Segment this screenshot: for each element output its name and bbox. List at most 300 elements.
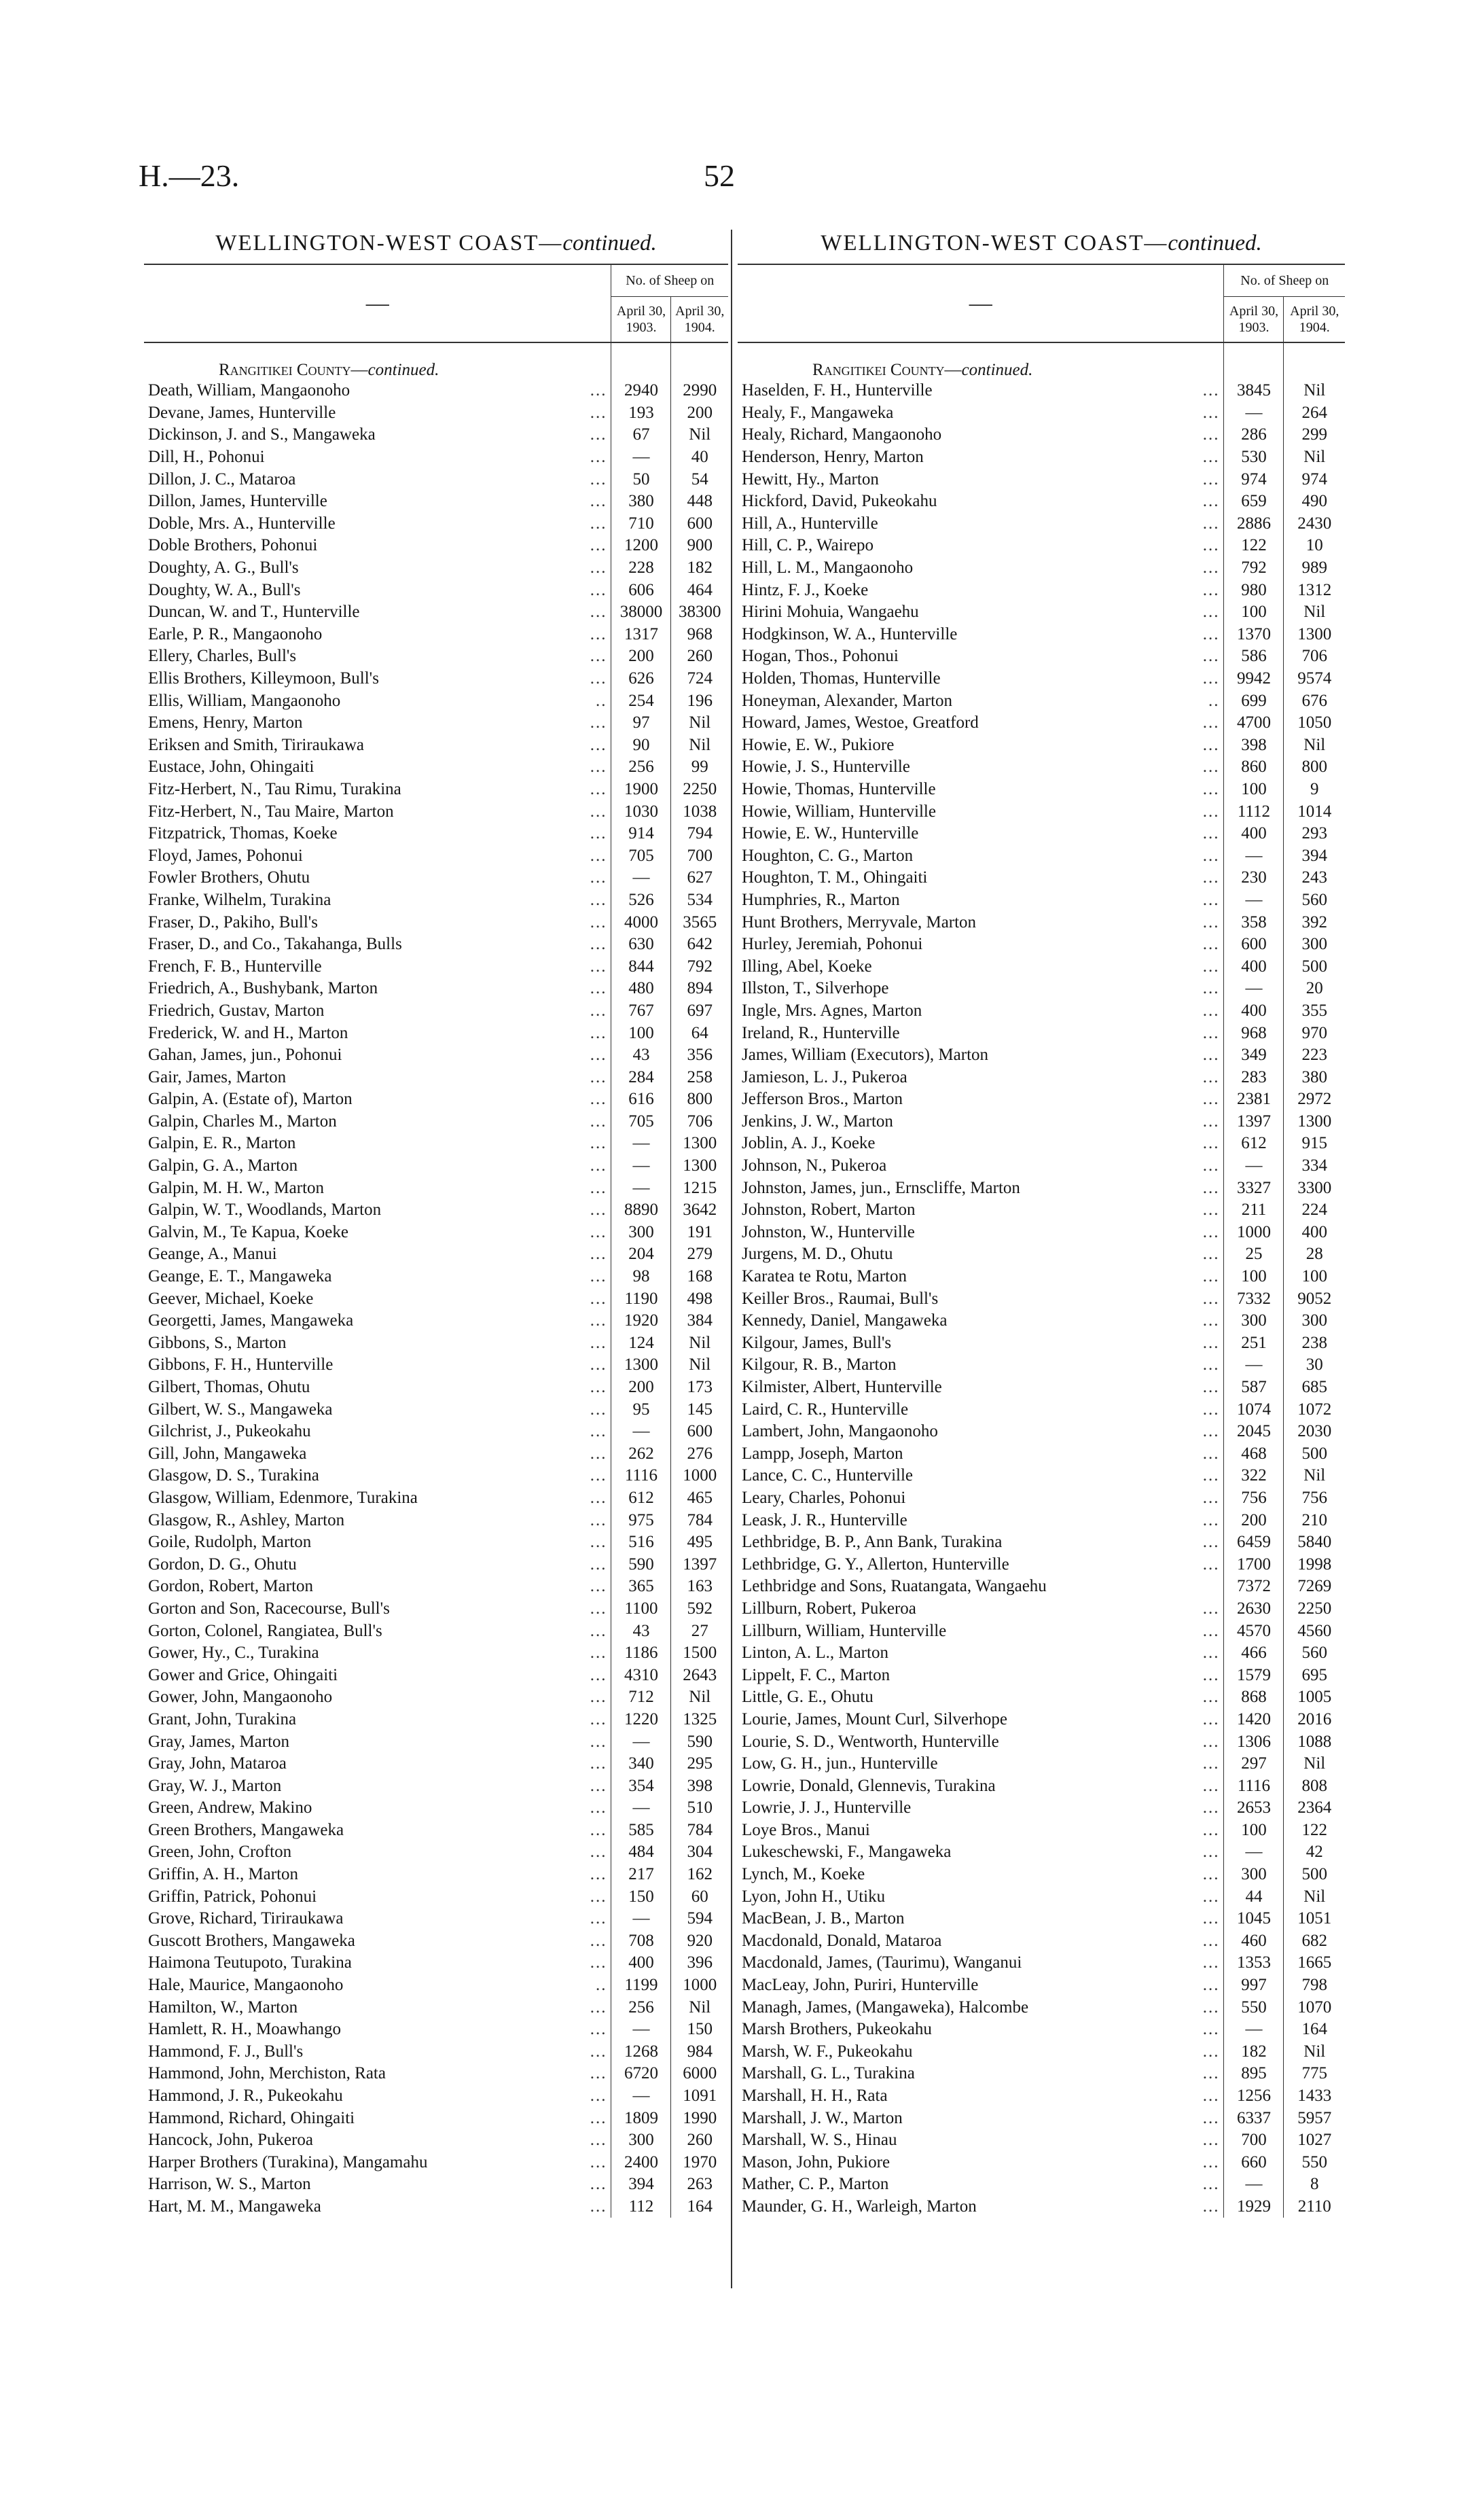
- owner-name: Howard, James, Westoe, Greatford: [742, 713, 979, 732]
- sheep-1904: 1397: [671, 1553, 728, 1576]
- sheep-1903: 100: [1224, 1266, 1284, 1288]
- sheep-1904: 54: [671, 468, 728, 491]
- sheep-1904: 355: [1284, 1000, 1345, 1023]
- sheep-1903: 230: [1224, 867, 1284, 889]
- leader-dots: ...: [1202, 1134, 1220, 1153]
- sheep-1903: 1112: [1224, 800, 1284, 823]
- sheep-1904: 295: [671, 1753, 728, 1775]
- leader-dots: ...: [590, 1023, 607, 1042]
- leader-dots: ...: [590, 536, 607, 555]
- leader-dots: ...: [590, 1998, 607, 2017]
- sheep-1904: 9574: [1284, 668, 1345, 690]
- sheep-1903: 586: [1224, 645, 1284, 668]
- table-row: [144, 779, 728, 801]
- sheep-1903: 204: [611, 1243, 671, 1266]
- table-row: [144, 1664, 728, 1686]
- leader-dots: ...: [1202, 868, 1220, 887]
- leader-dots: ...: [590, 735, 607, 754]
- sheep-1903: 67: [611, 424, 671, 446]
- sheep-1904: 989: [1284, 557, 1345, 580]
- sheep-1903: 254: [611, 690, 671, 712]
- sheep-1903: 4000: [611, 911, 671, 934]
- sheep-1904: 9: [1284, 779, 1345, 801]
- sheep-1903: 516: [611, 1531, 671, 1554]
- sheep-1904: 465: [671, 1487, 728, 1510]
- leader-dots: ...: [590, 824, 607, 843]
- table-row: [738, 1354, 1345, 1377]
- owner-name: Maunder, G. H., Warleigh, Marton: [742, 2197, 977, 2216]
- table-row: [144, 734, 728, 757]
- owner-name: Marshall, H. H., Rata: [742, 2087, 888, 2106]
- leader-dots: ...: [590, 1378, 607, 1397]
- sheep-1903: 587: [1224, 1377, 1284, 1399]
- sheep-1904: 800: [671, 1088, 728, 1111]
- leader-dots: ...: [1202, 2020, 1220, 2039]
- owner-name: Lampp, Joseph, Marton: [742, 1444, 903, 1463]
- owner-name: Lillburn, Robert, Pukeroa: [742, 1599, 916, 1618]
- leader-dots: ...: [590, 1599, 607, 1618]
- sheep-1904: 534: [671, 889, 728, 912]
- leader-dots: ...: [1202, 802, 1220, 821]
- sheep-1903: —: [1224, 889, 1284, 912]
- table-row: [738, 1199, 1345, 1222]
- owner-name: Humphries, R., Marton: [742, 890, 900, 909]
- table-row: [144, 1841, 728, 1864]
- right-column: [738, 231, 1345, 2218]
- leader-dots: ...: [1202, 957, 1220, 976]
- table-row: [738, 2019, 1345, 2041]
- owner-name: Illston, T., Silverhope: [742, 979, 889, 998]
- leader-dots: ...: [590, 1289, 607, 1308]
- sheep-1904: 145: [671, 1398, 728, 1421]
- table-row: [738, 1753, 1345, 1775]
- table-row: [144, 2041, 728, 2063]
- owner-name: Dill, H., Pohonui: [148, 448, 265, 467]
- owner-name: Geange, A., Manui: [148, 1245, 277, 1264]
- table-row: [144, 1377, 728, 1399]
- leader-dots: ...: [1202, 2175, 1220, 2194]
- table-row: [144, 1155, 728, 1177]
- table-row: [144, 845, 728, 867]
- table-row: [738, 779, 1345, 801]
- sheep-1904: 1325: [671, 1709, 728, 1731]
- leader-dots: ...: [1202, 603, 1220, 622]
- leader-dots: ...: [1202, 1333, 1220, 1352]
- left-table-body: [144, 342, 728, 2218]
- table-row: [738, 1177, 1345, 1199]
- owner-name: Hammond, John, Merchiston, Rata: [148, 2064, 386, 2083]
- owner-name: Linton, A. L., Marton: [742, 1644, 888, 1663]
- sheep-1903: —: [611, 1177, 671, 1199]
- left-col-1903-header: April 30, 1903.: [611, 297, 671, 343]
- leader-dots: ...: [1202, 935, 1220, 954]
- table-row: [144, 1598, 728, 1620]
- owner-name: Gibbons, S., Marton: [148, 1333, 287, 1352]
- sheep-1904: 700: [671, 845, 728, 867]
- sheep-1904: 968: [671, 624, 728, 646]
- leader-dots: ...: [1202, 1156, 1220, 1175]
- leader-dots: ...: [1202, 2197, 1220, 2216]
- table-row: [144, 1864, 728, 1886]
- table-row: [144, 2152, 728, 2174]
- sheep-1903: 612: [611, 1487, 671, 1510]
- sheep-1904: 164: [1284, 2019, 1345, 2041]
- leader-dots: ...: [590, 912, 607, 931]
- sheep-1903: 1929: [1224, 2196, 1284, 2218]
- owner-name: Fitzpatrick, Thomas, Koeke: [148, 824, 338, 843]
- table-row: [738, 1642, 1345, 1665]
- owner-name: Houghton, C. G., Marton: [742, 846, 914, 865]
- sheep-1904: 238: [1284, 1332, 1345, 1355]
- table-row: [738, 557, 1345, 580]
- sheep-1904: 756: [1284, 1487, 1345, 1510]
- right-col-1904-header: April 30, 1904.: [1284, 297, 1345, 343]
- sheep-1904: Nil: [671, 712, 728, 734]
- leader-dots: ...: [1202, 912, 1220, 931]
- leader-dots: ...: [590, 425, 607, 444]
- table-row: [144, 1974, 728, 1997]
- leader-dots: ...: [590, 669, 607, 688]
- sheep-1904: 920: [671, 1930, 728, 1953]
- leader-dots: ...: [1202, 536, 1220, 555]
- sheep-1904: 1990: [671, 2107, 728, 2129]
- sheep-1903: 358: [1224, 911, 1284, 934]
- owner-name: Howie, E. W., Hunterville: [742, 824, 919, 843]
- sheep-1903: 1116: [1224, 1775, 1284, 1797]
- sheep-1903: —: [611, 2019, 671, 2041]
- leader-dots: ...: [590, 2108, 607, 2127]
- table-row: [738, 2152, 1345, 2174]
- owner-name: Galpin, M. H. W., Marton: [148, 1178, 325, 1197]
- leader-dots: ...: [1202, 558, 1220, 578]
- owner-name: Howie, J. S., Hunterville: [742, 758, 910, 777]
- table-row: [738, 2196, 1345, 2218]
- owner-name: Georgetti, James, Mangaweka: [148, 1311, 354, 1330]
- table-row: [738, 1864, 1345, 1886]
- owner-name: Gorton and Son, Racecourse, Bull's: [148, 1599, 390, 1618]
- sheep-1903: 1809: [611, 2107, 671, 2129]
- table-row: [144, 1177, 728, 1199]
- leader-dots: ...: [1202, 381, 1220, 400]
- owner-name: Hurley, Jeremiah, Pohonui: [742, 935, 923, 954]
- sheep-1904: 299: [1284, 424, 1345, 446]
- table-row: [738, 690, 1345, 712]
- sheep-1904: 2016: [1284, 1709, 1345, 1731]
- leader-dots: ...: [590, 1267, 607, 1286]
- sheep-1903: 1370: [1224, 624, 1284, 646]
- owner-name: Gray, W. J., Marton: [148, 1776, 282, 1795]
- leader-dots: ...: [590, 603, 607, 622]
- sheep-1904: 800: [1284, 756, 1345, 779]
- sheep-1903: —: [1224, 978, 1284, 1000]
- document-reference: H.—23.: [139, 158, 240, 193]
- owner-name: Marshall, J. W., Marton: [742, 2108, 903, 2127]
- sheep-1904: 1433: [1284, 2085, 1345, 2108]
- table-row: [738, 535, 1345, 557]
- owner-name: Hammond, J. R., Pukeokahu: [148, 2087, 343, 2106]
- sheep-1904: 2990: [671, 380, 728, 402]
- leader-dots: ...: [590, 1422, 607, 1441]
- sheep-1904: 974: [1284, 468, 1345, 491]
- sheep-1903: 767: [611, 1000, 671, 1023]
- sheep-1904: 164: [671, 2196, 728, 2218]
- leader-dots: ...: [590, 1709, 607, 1728]
- leader-dots: ...: [590, 1843, 607, 1862]
- owner-name: Grant, John, Turakina: [148, 1709, 297, 1728]
- sheep-1903: 3327: [1224, 1177, 1284, 1199]
- sheep-1904: 162: [671, 1864, 728, 1886]
- leader-dots: ...: [590, 1222, 607, 1241]
- table-row: [738, 402, 1345, 425]
- sheep-1904: 168: [671, 1266, 728, 1288]
- sheep-1904: 464: [671, 579, 728, 601]
- owner-name: Laird, C. R., Hunterville: [742, 1400, 909, 1419]
- sheep-1904: 1051: [1284, 1908, 1345, 1930]
- sheep-1904: 1005: [1284, 1686, 1345, 1709]
- owner-name: Floyd, James, Pohonui: [148, 846, 303, 865]
- table-row: [144, 2063, 728, 2085]
- leader-dots: ...: [1202, 1488, 1220, 1507]
- leader-dots: ...: [1202, 1754, 1220, 1773]
- owner-name: Hart, M. M., Mangaweka: [148, 2197, 321, 2216]
- sheep-1904: 5840: [1284, 1531, 1345, 1554]
- sheep-1904: Nil: [1284, 2041, 1345, 2063]
- leader-dots: ...: [1202, 1998, 1220, 2017]
- owner-name: Marsh Brothers, Pukeokahu: [742, 2020, 932, 2039]
- sheep-1904: 7269: [1284, 1576, 1345, 1598]
- sheep-1904: 334: [1284, 1155, 1345, 1177]
- sheep-1903: 480: [611, 978, 671, 1000]
- sheep-1904: 900: [671, 535, 728, 557]
- sheep-1903: 400: [1224, 1000, 1284, 1023]
- table-row: [144, 800, 728, 823]
- sheep-1904: 894: [671, 978, 728, 1000]
- leader-dots: ...: [590, 469, 607, 489]
- leader-dots: ...: [590, 2020, 607, 2039]
- sheep-1904: 163: [671, 1576, 728, 1598]
- table-row: [144, 2129, 728, 2152]
- sheep-1903: —: [1224, 2173, 1284, 2196]
- sheep-1904: Nil: [1284, 1885, 1345, 1908]
- sheep-1903: 660: [1224, 2152, 1284, 2174]
- sheep-1904: 706: [1284, 645, 1345, 668]
- leader-dots: ...: [590, 1776, 607, 1795]
- owner-name: Hewitt, Hy., Marton: [742, 469, 879, 489]
- owner-name: Galvin, M., Te Kapua, Koeke: [148, 1222, 348, 1241]
- sheep-1904: 560: [1284, 1642, 1345, 1665]
- sheep-1903: 1353: [1224, 1952, 1284, 1974]
- leader-dots: ...: [1202, 580, 1220, 599]
- sheep-1903: 1190: [611, 1288, 671, 1310]
- sheep-1903: 1200: [611, 535, 671, 557]
- table-row: [144, 823, 728, 845]
- leader-dots: ...: [590, 1067, 607, 1086]
- sheep-1903: 710: [611, 513, 671, 535]
- sheep-1904: 1000: [671, 1465, 728, 1487]
- owner-name: Jenkins, J. W., Marton: [742, 1112, 893, 1131]
- leader-dots: ...: [1202, 1820, 1220, 1839]
- leader-dots: ...: [590, 1400, 607, 1419]
- sheep-1903: 100: [1224, 601, 1284, 624]
- leader-dots: ...: [1202, 1843, 1220, 1862]
- owner-name: Ellis, William, Mangaonoho: [148, 691, 341, 710]
- owner-name: Gower, John, Mangaonoho: [148, 1688, 333, 1707]
- leader-dots: ...: [590, 2175, 607, 2194]
- sheep-1903: 322: [1224, 1465, 1284, 1487]
- owner-name: Harper Brothers (Turakina), Mangamahu: [148, 2152, 428, 2171]
- owner-name: Galpin, G. A., Marton: [148, 1156, 298, 1175]
- owner-name: Dickinson, J. and S., Mangaweka: [148, 425, 376, 444]
- table-row: [144, 1310, 728, 1332]
- sheep-1904: 1088: [1284, 1731, 1345, 1753]
- sheep-1903: 1186: [611, 1642, 671, 1665]
- table-row: [738, 1000, 1345, 1023]
- leader-dots: ...: [590, 1887, 607, 1906]
- sheep-1904: 2030: [1284, 1421, 1345, 1443]
- leader-dots: ...: [1202, 1909, 1220, 1928]
- owner-name: Doughty, W. A., Bull's: [148, 580, 301, 599]
- owner-name: Doble Brothers, Pohonui: [148, 536, 318, 555]
- owner-name: Kennedy, Daniel, Mangaweka: [742, 1311, 948, 1330]
- owner-name: Friedrich, A., Bushybank, Marton: [148, 979, 378, 998]
- owner-name: Marshall, G. L., Turakina: [742, 2064, 915, 2083]
- sheep-1903: 1100: [611, 1598, 671, 1620]
- owner-name: Jefferson Bros., Marton: [742, 1090, 903, 1109]
- table-row: [144, 1775, 728, 1797]
- table-row: [144, 1443, 728, 1466]
- leader-dots: ...: [590, 846, 607, 865]
- owner-name: Leask, J. R., Hunterville: [742, 1510, 907, 1529]
- owner-name: Howie, Thomas, Hunterville: [742, 779, 936, 798]
- leader-dots: ...: [1202, 1665, 1220, 1684]
- owner-name: Kilgour, James, Bull's: [742, 1333, 892, 1352]
- table-row: [144, 1509, 728, 1531]
- leader-dots: ...: [1202, 1355, 1220, 1374]
- table-row: [738, 446, 1345, 469]
- sheep-1904: 27: [671, 1620, 728, 1642]
- owner-name: Loye Bros., Manui: [742, 1820, 870, 1839]
- sheep-1903: 616: [611, 1088, 671, 1111]
- sheep-1904: 260: [671, 645, 728, 668]
- leader-dots: ...: [1202, 448, 1220, 467]
- owner-name: Lourie, S. D., Wentworth, Hunterville: [742, 1732, 999, 1751]
- leader-dots: ...: [1202, 846, 1220, 865]
- leader-dots: ...: [590, 580, 607, 599]
- leader-dots: ...: [1202, 1555, 1220, 1574]
- sheep-1904: 676: [1284, 690, 1345, 712]
- table-row: [738, 1111, 1345, 1133]
- sheep-1903: 217: [611, 1864, 671, 1886]
- table-row: [144, 1686, 728, 1709]
- sheep-1904: 8: [1284, 2173, 1345, 2196]
- owner-name: Gordon, D. G., Ohutu: [148, 1555, 297, 1574]
- table-row: [738, 756, 1345, 779]
- leader-dots: ...: [590, 1533, 607, 1552]
- leader-dots: ...: [590, 1820, 607, 1839]
- owner-name: Duncan, W. and T., Hunterville: [148, 603, 360, 622]
- owner-name: Keiller Bros., Raumai, Bull's: [742, 1289, 939, 1308]
- left-col-1904-header: April 30, 1904.: [671, 297, 728, 343]
- owner-name: Lambert, John, Mangaonoho: [742, 1422, 938, 1441]
- leader-dots: ...: [1202, 2042, 1220, 2061]
- leader-dots: ...: [590, 1621, 607, 1640]
- sheep-1904: 794: [671, 823, 728, 845]
- table-row: [738, 1775, 1345, 1797]
- table-row: [144, 645, 728, 668]
- table-row: [738, 1709, 1345, 1731]
- owner-name: Haimona Teutupoto, Turakina: [148, 1953, 352, 1972]
- table-row: [144, 2019, 728, 2041]
- owner-name: Managh, James, (Mangaweka), Halcombe: [742, 1998, 1029, 2017]
- leader-dots: ...: [1202, 1732, 1220, 1751]
- owner-name: Gill, John, Mangaweka: [148, 1444, 307, 1463]
- table-row: [738, 1509, 1345, 1531]
- owner-name: Kilgour, R. B., Marton: [742, 1355, 897, 1374]
- table-row: [144, 535, 728, 557]
- sheep-1903: 1256: [1224, 2085, 1284, 2108]
- leader-dots: ...: [1202, 1688, 1220, 1707]
- table-row: [144, 1753, 728, 1775]
- leader-dots: ...: [590, 779, 607, 798]
- sheep-1903: 256: [611, 1996, 671, 2019]
- table-row: [738, 668, 1345, 690]
- owner-name: Henderson, Henry, Marton: [742, 448, 924, 467]
- leader-dots: ...: [1202, 1090, 1220, 1109]
- leader-dots: ...: [1202, 1001, 1220, 1020]
- owner-name: Gilbert, Thomas, Ohutu: [148, 1378, 310, 1397]
- leader-dots: ...: [590, 647, 607, 666]
- table-row: [144, 668, 728, 690]
- table-row: [738, 1398, 1345, 1421]
- owner-name: Emens, Henry, Marton: [148, 713, 303, 732]
- sheep-1903: 1030: [611, 800, 671, 823]
- owner-name: Hamlett, R. H., Moawhango: [148, 2020, 341, 2039]
- sheep-1904: 293: [1284, 823, 1345, 845]
- leader-dots: ...: [1202, 403, 1220, 422]
- owner-name: Glasgow, William, Edenmore, Turakina: [148, 1488, 418, 1507]
- table-row: [144, 712, 728, 734]
- sheep-1904: 224: [1284, 1199, 1345, 1222]
- sheep-1904: 510: [671, 1797, 728, 1820]
- leader-dots: ...: [1202, 1046, 1220, 1065]
- sheep-1904: Nil: [671, 1354, 728, 1377]
- owner-name: Frederick, W. and H., Marton: [148, 1023, 348, 1042]
- leader-dots: ...: [1202, 1222, 1220, 1241]
- sheep-1903: 98: [611, 1266, 671, 1288]
- sheep-1904: 4560: [1284, 1620, 1345, 1642]
- sheep-1903: 980: [1224, 579, 1284, 601]
- sheep-1903: 974: [1224, 468, 1284, 491]
- sheep-1904: Nil: [1284, 601, 1345, 624]
- sheep-1904: 970: [1284, 1022, 1345, 1044]
- sheep-1903: 1397: [1224, 1111, 1284, 1133]
- sheep-1903: 700: [1224, 2129, 1284, 2152]
- sheep-1904: 550: [1284, 2152, 1345, 2174]
- owner-name: Lukeschewski, F., Mangaweka: [742, 1843, 952, 1862]
- right-column-title: WELLINGTON-WEST COAST—continued.: [821, 231, 1262, 255]
- sheep-1903: 1306: [1224, 1731, 1284, 1753]
- owner-name: Howie, William, Hunterville: [742, 802, 936, 821]
- owner-name: Macdonald, Donald, Mataroa: [742, 1931, 942, 1950]
- sheep-1903: 200: [611, 645, 671, 668]
- owner-name: Ingle, Mrs. Agnes, Marton: [742, 1001, 922, 1020]
- table-row: [144, 2085, 728, 2108]
- table-row: [738, 1908, 1345, 1930]
- table-row: [738, 645, 1345, 668]
- owner-name: Gorton, Colonel, Rangiatea, Bull's: [148, 1621, 382, 1640]
- leader-dots: ...: [1202, 890, 1220, 909]
- leader-dots: ...: [1202, 1510, 1220, 1529]
